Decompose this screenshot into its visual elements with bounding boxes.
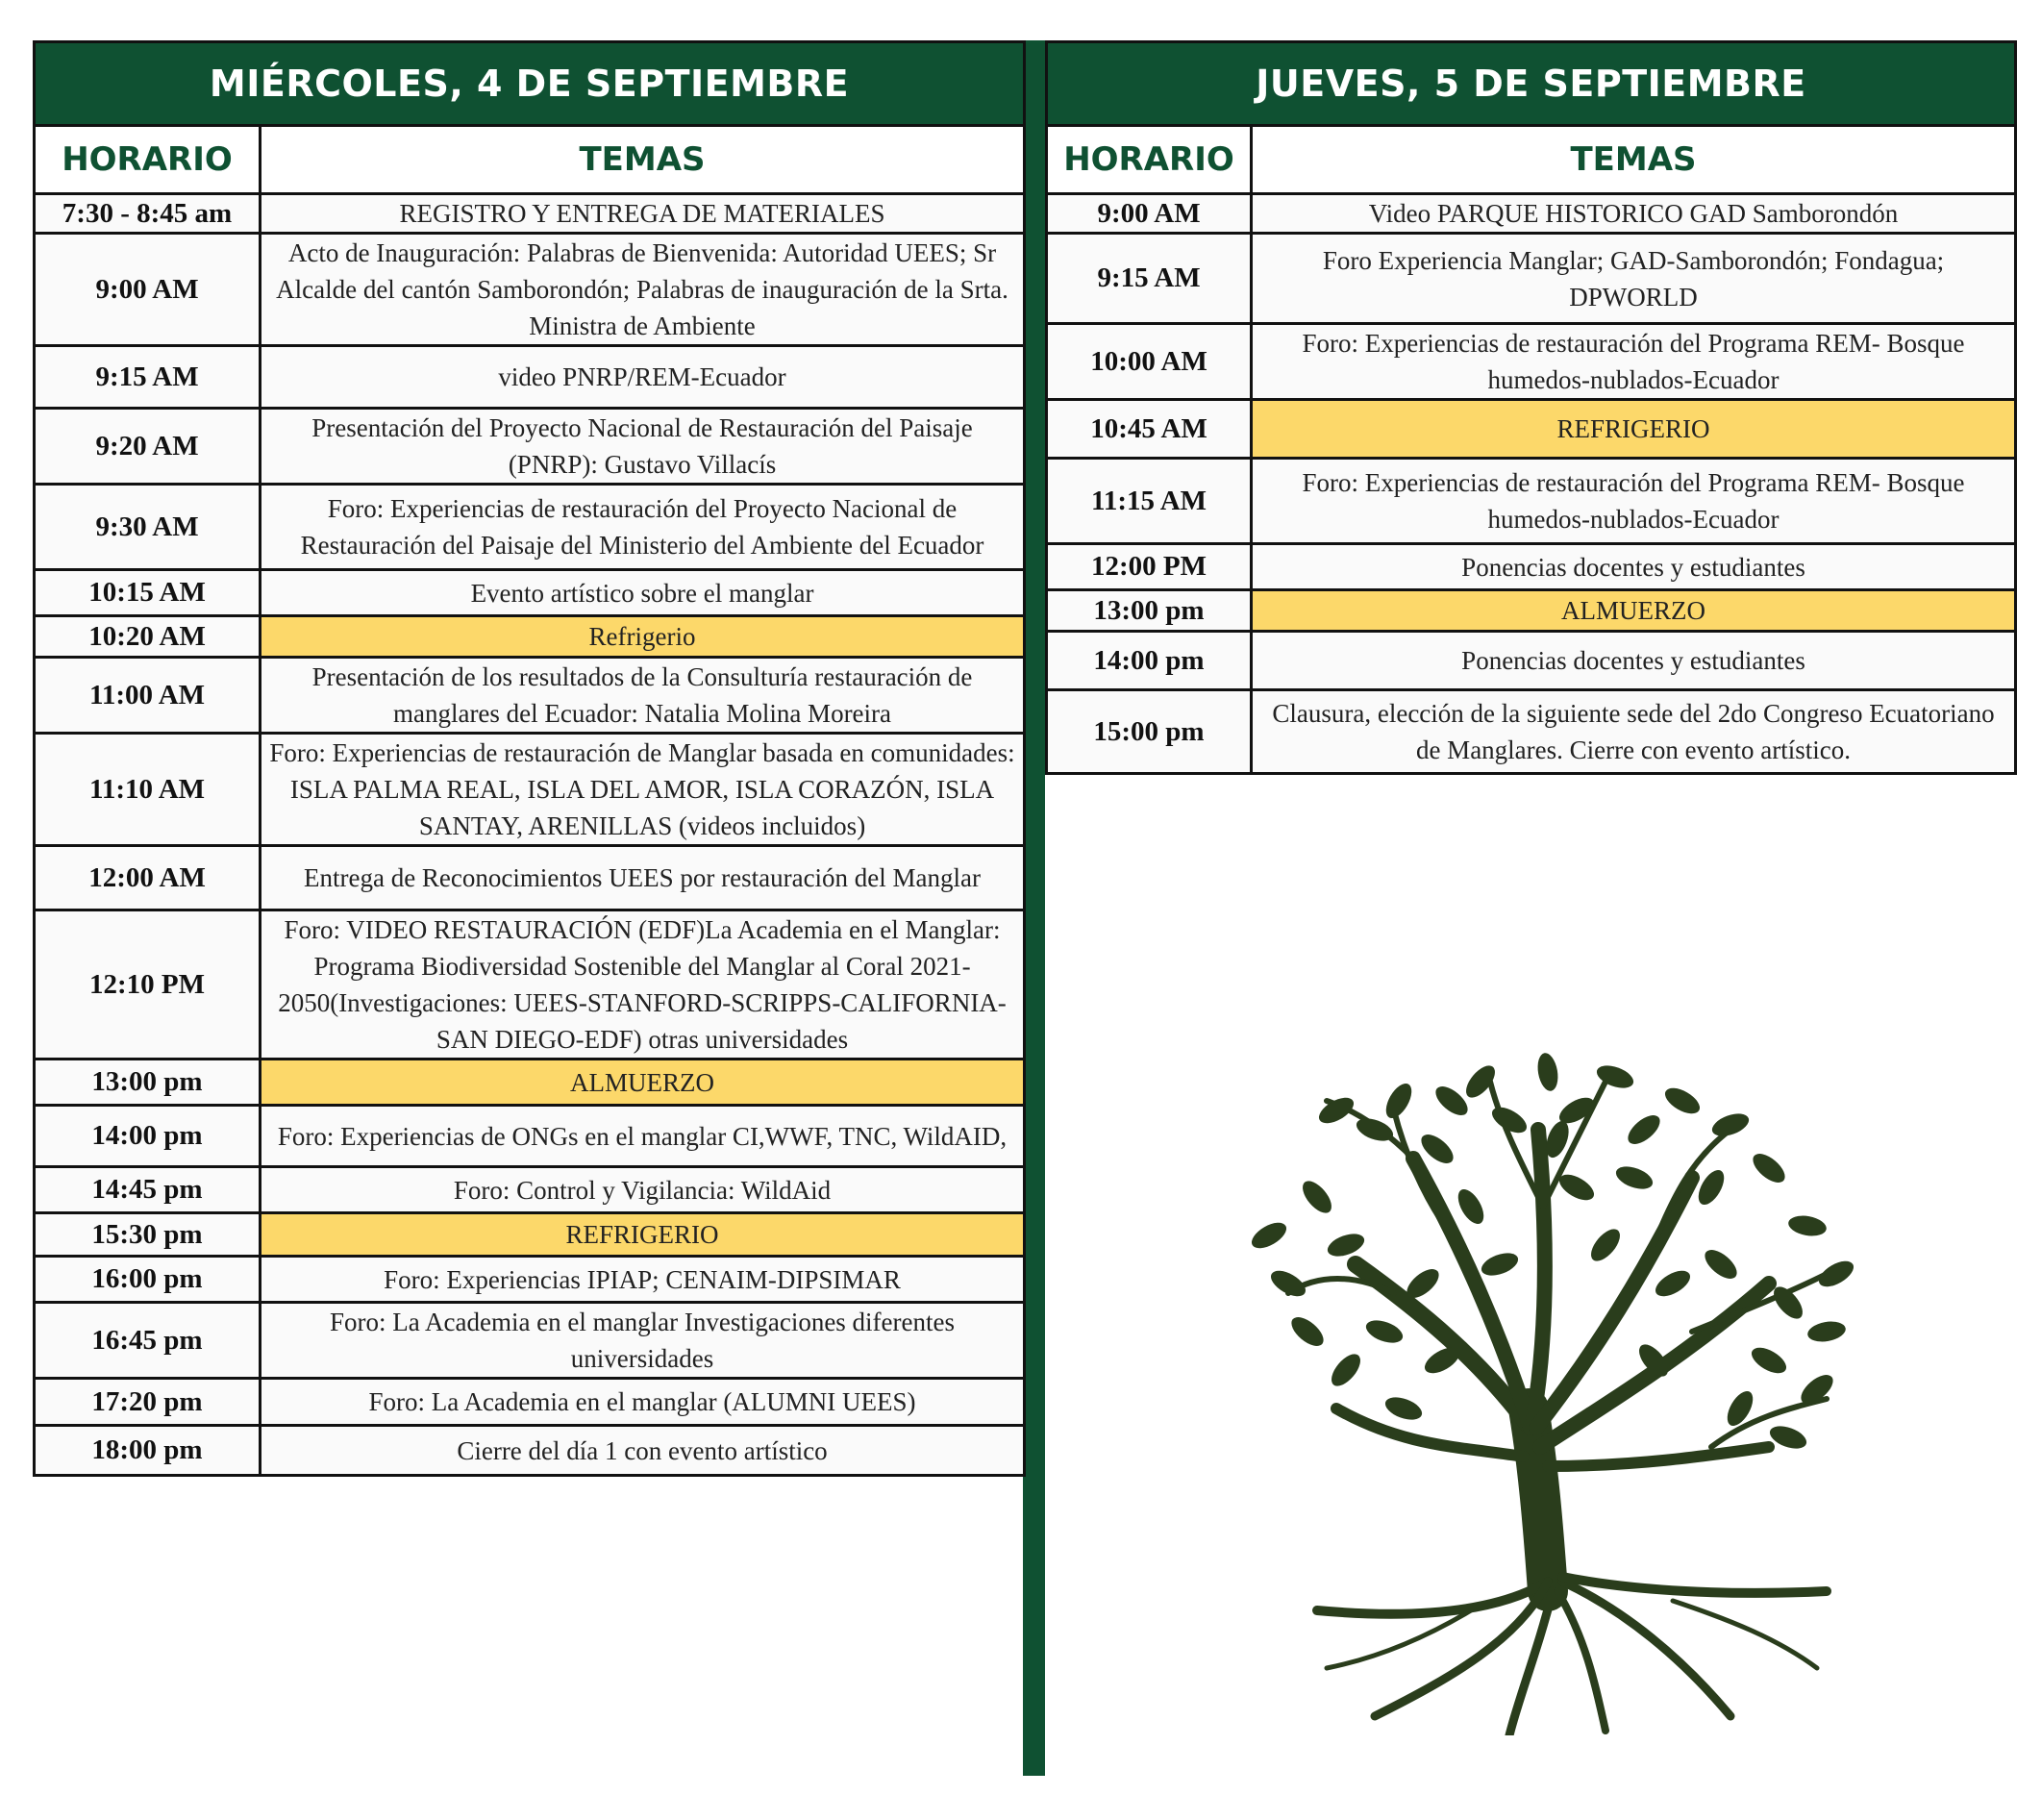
table-row xyxy=(35,485,1025,570)
time-cell: 13:00 pm xyxy=(1047,590,1252,632)
table-row xyxy=(35,1303,1025,1379)
time-cell: 12:00 PM xyxy=(1047,544,1252,590)
topic-cell: ALMUERZO xyxy=(1252,590,2016,632)
topic-cell: Cierre del día 1 con evento artístico xyxy=(261,1426,1025,1476)
topic-cell: Foro: VIDEO RESTAURACIÓN (EDF)La Academia en el Manglar: Programa Biodiversidad Sostenible del Manglar al Coral 2021-2050(Investigaciones: UEES-STANFORD-SCRIPPS-CALIFORNIA-SAN DIEGO-EDF) otras universidades xyxy=(261,910,1025,1060)
time-cell: 15:30 pm xyxy=(35,1213,261,1257)
time-cell: 10:20 AM xyxy=(35,616,261,658)
topic-cell: Foro: La Academia en el manglar (ALUMNI UEES) xyxy=(261,1379,1025,1426)
time-cell: 9:15 AM xyxy=(1047,234,1252,324)
table-row xyxy=(1047,324,2016,400)
day1-topic-column-header: TEMAS xyxy=(261,126,1025,194)
topic-cell: ALMUERZO xyxy=(261,1060,1025,1106)
time-cell: 10:00 AM xyxy=(1047,324,1252,400)
topic-cell: REGISTRO Y ENTREGA DE MATERIALES xyxy=(261,194,1025,234)
topic-cell: Presentación de los resultados de la Consulturía restauración de manglares del Ecuador: Natalia Molina Moreira xyxy=(261,658,1025,734)
topic-cell: Foro: Experiencias de restauración del Proyecto Nacional de Restauración del Paisaje del Ministerio del Ambiente del Ecuador xyxy=(261,485,1025,570)
topic-cell: Foro: Experiencias IPIAP; CENAIM-DIPSIMAR xyxy=(261,1257,1025,1303)
topic-cell: Foro Experiencia Manglar; GAD-Samborondón; Fondagua; DPWORLD xyxy=(1252,234,2016,324)
day1-time-column-header: HORARIO xyxy=(35,126,261,194)
table-row xyxy=(35,910,1025,1060)
time-cell: 12:10 PM xyxy=(35,910,261,1060)
table-row xyxy=(35,1213,1025,1257)
table-row xyxy=(35,1106,1025,1167)
topic-cell: REFRIGERIO xyxy=(261,1213,1025,1257)
time-cell: 14:00 pm xyxy=(35,1106,261,1167)
time-cell: 13:00 pm xyxy=(35,1060,261,1106)
time-cell: 18:00 pm xyxy=(35,1426,261,1476)
table-row xyxy=(35,658,1025,734)
time-cell: 16:45 pm xyxy=(35,1303,261,1379)
time-cell: 10:15 AM xyxy=(35,570,261,616)
day2-title: JUEVES, 5 DE SEPTIEMBRE xyxy=(1047,42,2016,126)
day1-title: MIÉRCOLES, 4 DE SEPTIEMBRE xyxy=(35,42,1025,126)
tree-of-life-icon xyxy=(1231,1043,1884,1735)
table-row xyxy=(1047,590,2016,632)
day2-topic-column-header: TEMAS xyxy=(1252,126,2016,194)
table-row xyxy=(1047,632,2016,690)
time-cell: 9:00 AM xyxy=(1047,194,1252,234)
topic-cell: Foro: Experiencias de restauración del Programa REM- Bosque humedos-nublados-Ecuador xyxy=(1252,324,2016,400)
topic-cell: REFRIGERIO xyxy=(1252,400,2016,459)
table-row xyxy=(35,1167,1025,1213)
topic-cell: Ponencias docentes y estudiantes xyxy=(1252,632,2016,690)
table-row xyxy=(35,734,1025,846)
topic-cell: Foro: Experiencias de restauración de Manglar basada en comunidades: ISLA PALMA REAL, ISLA DEL AMOR, ISLA CORAZÓN, ISLA SANTAY, ARENILLAS (videos incluidos) xyxy=(261,734,1025,846)
table-row xyxy=(1047,400,2016,459)
table-row xyxy=(35,1379,1025,1426)
time-cell: 9:15 AM xyxy=(35,346,261,409)
table-row xyxy=(35,194,1025,234)
table-row xyxy=(1047,194,2016,234)
table-row xyxy=(35,570,1025,616)
table-row xyxy=(35,409,1025,485)
time-cell: 14:00 pm xyxy=(1047,632,1252,690)
table-row xyxy=(35,1426,1025,1476)
time-cell: 11:10 AM xyxy=(35,734,261,846)
topic-cell: Video PARQUE HISTORICO GAD Samborondón xyxy=(1252,194,2016,234)
topic-cell: Clausura, elección de la siguiente sede del 2do Congreso Ecuatoriano de Manglares. Cierre con evento artístico. xyxy=(1252,690,2016,774)
time-cell: 9:00 AM xyxy=(35,234,261,346)
table-row xyxy=(1047,459,2016,544)
topic-cell: Presentación del Proyecto Nacional de Restauración del Paisaje (PNRP): Gustavo Villacís xyxy=(261,409,1025,485)
topic-cell: Foro: Experiencias de restauración del Programa REM- Bosque humedos-nublados-Ecuador xyxy=(1252,459,2016,544)
topic-cell: Evento artístico sobre el manglar xyxy=(261,570,1025,616)
time-cell: 17:20 pm xyxy=(35,1379,261,1426)
day2-time-column-header: HORARIO xyxy=(1047,126,1252,194)
topic-cell: Refrigerio xyxy=(261,616,1025,658)
column-divider-bar xyxy=(1023,40,1045,1776)
time-cell: 9:30 AM xyxy=(35,485,261,570)
time-cell: 7:30 - 8:45 am xyxy=(35,194,261,234)
table-row xyxy=(35,1060,1025,1106)
day1-rows xyxy=(35,194,1025,1476)
topic-cell: video PNRP/REM-Ecuador xyxy=(261,346,1025,409)
topic-cell: Ponencias docentes y estudiantes xyxy=(1252,544,2016,590)
topic-cell: Entrega de Reconocimientos UEES por restauración del Manglar xyxy=(261,846,1025,910)
time-cell: 16:00 pm xyxy=(35,1257,261,1303)
table-row xyxy=(1047,544,2016,590)
day2-rows xyxy=(1047,194,2016,774)
table-row xyxy=(1047,234,2016,324)
table-row xyxy=(35,234,1025,346)
table-row xyxy=(1047,690,2016,774)
time-cell: 12:00 AM xyxy=(35,846,261,910)
time-cell: 10:45 AM xyxy=(1047,400,1252,459)
topic-cell: Foro: Control y Vigilancia: WildAid xyxy=(261,1167,1025,1213)
day2-schedule-table xyxy=(1045,40,2017,775)
topic-cell: Acto de Inauguración: Palabras de Bienvenida: Autoridad UEES; Sr Alcalde del cantón Samborondón; Palabras de inauguración de la Srta. Ministra de Ambiente xyxy=(261,234,1025,346)
table-row xyxy=(35,616,1025,658)
time-cell: 11:15 AM xyxy=(1047,459,1252,544)
time-cell: 15:00 pm xyxy=(1047,690,1252,774)
time-cell: 14:45 pm xyxy=(35,1167,261,1213)
day1-schedule-table xyxy=(33,40,1026,1477)
topic-cell: Foro: La Academia en el manglar Investigaciones diferentes universidades xyxy=(261,1303,1025,1379)
topic-cell: Foro: Experiencias de ONGs en el manglar CI,WWF, TNC, WildAID, xyxy=(261,1106,1025,1167)
time-cell: 11:00 AM xyxy=(35,658,261,734)
time-cell: 9:20 AM xyxy=(35,409,261,485)
table-row xyxy=(35,346,1025,409)
table-row xyxy=(35,846,1025,910)
table-row xyxy=(35,1257,1025,1303)
